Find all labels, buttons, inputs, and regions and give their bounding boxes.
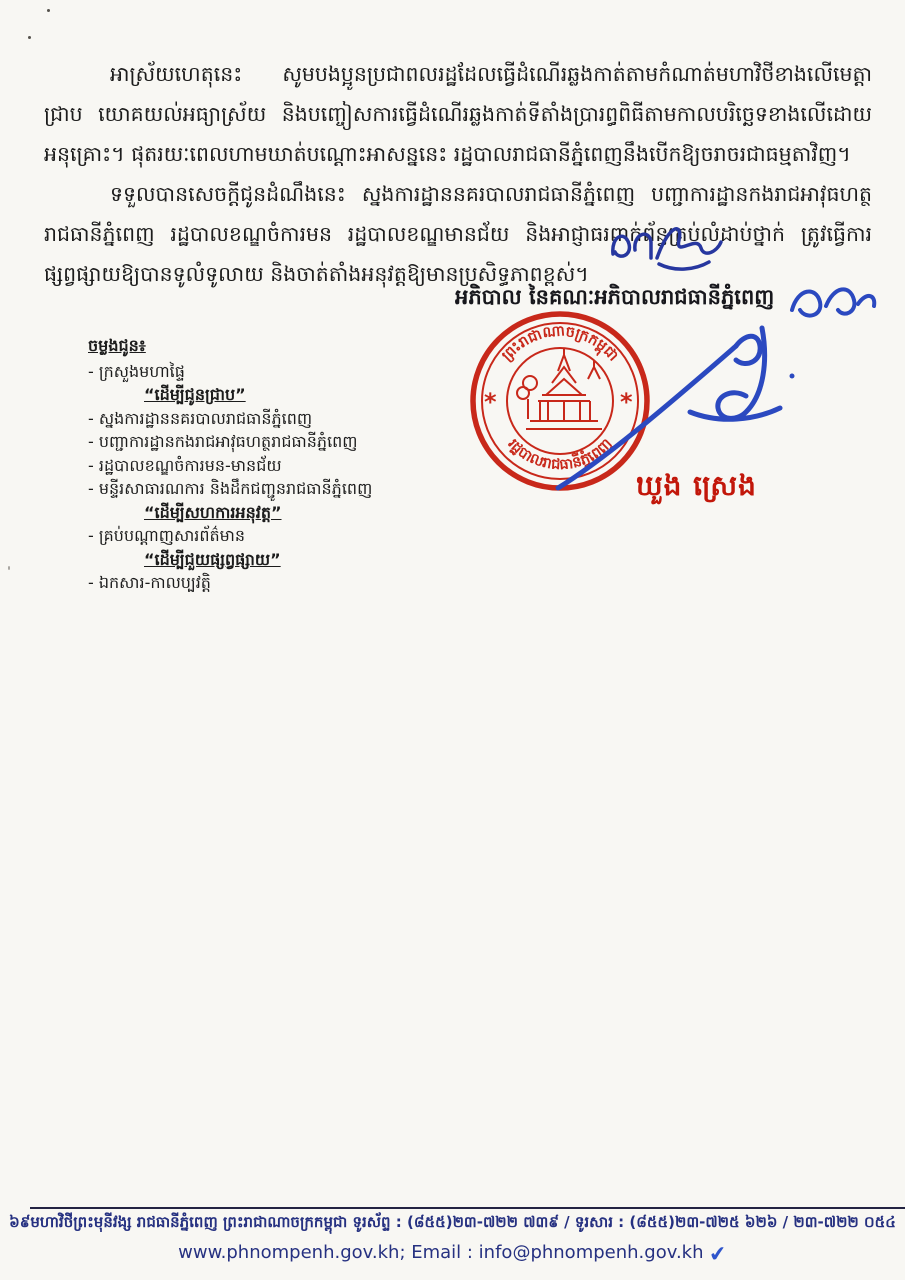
governor-title: អភិបាល នៃគណៈអភិបាលរាជធានីភ្នំពេញ bbox=[455, 285, 775, 309]
seal-bottom-text: រដ្ឋបាលរាជធានីភ្នំពេញ bbox=[504, 435, 616, 474]
paragraph-2: ទទួលបានសេចក្ដីជូនដំណឹងនេះ ស្នងការដ្ឋាននគរបាលរាជធានីភ្នំពេញ បញ្ជាការដ្ឋានកងរាជអាវុធហត្ថរាជធានីភ្នំពេញ រដ្ឋបាលខណ្ឌចំការមន រដ្ឋបាលខណ្ឌមានជ័យ និងអាជ្ញាធរពាក់ព័ន្ធគ្រប់លំដាប់ថ្នាក់ ត្រូវធ្វើការផ្សព្វផ្សាយឱ្យបានទូលំទូលាយ និងចាត់តាំងអនុវត្តឱ្យមានប្រសិទ្ធភាពខ្ពស់។ bbox=[44, 182, 872, 286]
signer-name: ឃួង ស្រេង bbox=[636, 469, 757, 502]
cc-item: - ក្រសួងមហាផ្ទៃ bbox=[88, 361, 185, 381]
scan-artifact bbox=[47, 9, 50, 12]
cc-list bbox=[88, 334, 458, 595]
checkmark-icon: ✔ bbox=[708, 1241, 729, 1267]
cc-item: - គ្រប់បណ្ដាញសារព័ត៌មាន bbox=[88, 526, 246, 545]
cc-item: - ស្នងការដ្ឋាននគរបាលរាជធានីភ្នំពេញ bbox=[88, 408, 313, 428]
seal-star-left-icon: * bbox=[484, 388, 497, 416]
paragraph-1: អាស្រ័យហេតុនេះ សូមបងប្អូនប្រជាពលរដ្ឋដែលធ្វើដំណើរឆ្លងកាត់តាមកំណាត់មហាវិថីខាងលើមេត្តាជ្រាប យោគយល់អធ្យាស្រ័យ និងបញ្ចៀសការធ្វើដំណើរឆ្លងកាត់ទីតាំងប្រារព្ធពិធីតាមកាលបរិច្ឆេទខាងលើដោយអនុគ្រោះ។ ផុតរយៈពេលហាមឃាត់បណ្ដោះអាសន្ននេះ រដ្ឋបាលរាជធានីភ្នំពេញនឹងបើកឱ្យចរាចរជាធម្មតាវិញ។ bbox=[44, 62, 872, 166]
seal-top-text: ព្រះរាជាណាចក្រកម្ពុជា bbox=[499, 323, 622, 365]
footer-contact bbox=[0, 1242, 905, 1266]
document-body bbox=[44, 54, 872, 294]
seal-star-right-icon: * bbox=[620, 388, 633, 416]
cc-note: “ដើម្បីជួយផ្សព្វផ្សាយ” bbox=[144, 549, 281, 569]
scan-artifact bbox=[8, 566, 10, 570]
handwritten-initials-icon bbox=[605, 214, 730, 274]
scan-artifact bbox=[28, 36, 31, 39]
cc-item: - រដ្ឋបាលខណ្ឌចំការមន-មានជ័យ bbox=[88, 455, 282, 475]
cc-item: - បញ្ជាការដ្ឋានកងរាជអាវុធហត្ថរាជធានីភ្នំពេញ bbox=[88, 432, 358, 451]
footer-divider bbox=[30, 1207, 905, 1209]
cc-note: “ដើម្បីជូនជ្រាប” bbox=[144, 385, 246, 404]
footer-address: ៦៩មហាវិថីព្រះមុនីវង្ស រាជធានីភ្នំពេញ ព្រះរាជាណាចក្រកម្ពុជា ទូរស័ព្ទ : (៨៥៥)២៣-៧២២ ៧៣៩ / ទូរសារ : (៨៥៥)២៣-៧២៥ ៦២៦ / ២៣-៧២២ ០៥៤ bbox=[9, 1213, 896, 1231]
cc-item: - ឯកសារ-កាលប្បវត្តិ bbox=[88, 573, 211, 592]
cc-heading: ចម្លងជូន៖ bbox=[88, 336, 146, 355]
footer-website-email: www.phnompenh.gov.kh; Email : info@phnompenh.gov.kh bbox=[178, 1242, 704, 1263]
cc-item: - មន្ទីរសាធារណការ និងដឹកជញ្ជូនរាជធានីភ្នំពេញ bbox=[88, 479, 373, 498]
cc-note: “ដើម្បីសហការអនុវត្ត” bbox=[144, 502, 282, 522]
